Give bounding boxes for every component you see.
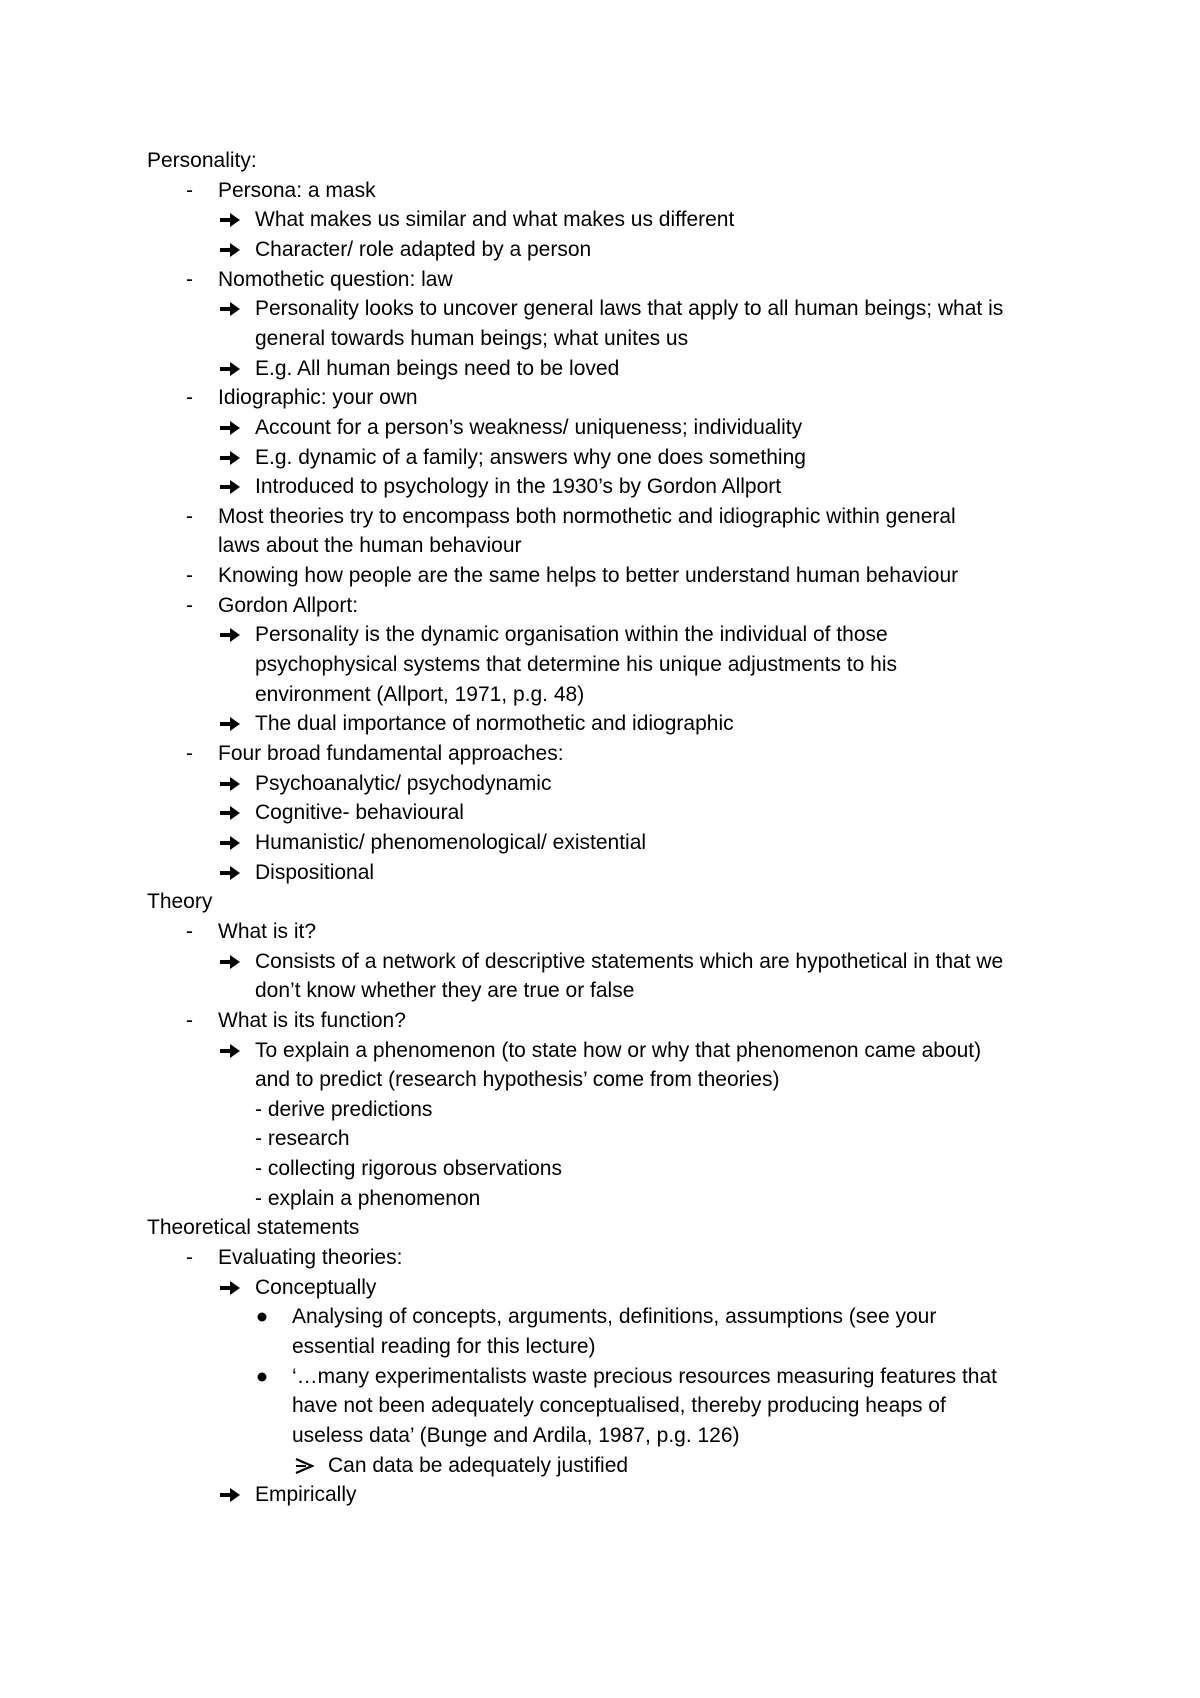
arrow-right-icon — [219, 205, 241, 228]
line-text: To explain a phenomenon (to state how or why that phenomenon came about) — [255, 1038, 982, 1062]
bullet-dot-icon — [257, 1362, 267, 1382]
arrow-right-icon — [219, 858, 241, 881]
line-text: Most theories try to encompass both normothetic and idiographic within general — [218, 504, 956, 528]
line-text: Personality is the dynamic organisation within the individual of those — [255, 623, 888, 647]
line-text: What is its function? — [218, 1008, 406, 1032]
line-text: general towards human beings; what unites us — [255, 326, 689, 350]
line-text: Idiographic: your own — [218, 386, 418, 410]
line-text: Knowing how people are the same helps to better understand human behaviour — [218, 564, 959, 588]
arrow-right-icon — [219, 443, 241, 466]
line-text: Four broad fundamental approaches: — [218, 742, 564, 765]
arrow-right-icon — [219, 294, 241, 317]
dash-bullet: - — [186, 742, 193, 765]
line-text: - explain a phenomenon — [255, 1186, 481, 1210]
dash-bullet: - — [186, 178, 193, 202]
line-text: E.g. dynamic of a family; answers why one does something — [255, 445, 806, 469]
dash-bullet: - — [186, 386, 193, 410]
line-text: Psychoanalytic/ psychodynamic — [255, 771, 552, 795]
arrow-right-icon — [219, 947, 241, 970]
dash-bullet: - — [186, 504, 193, 528]
line-text: Introduced to psychology in the 1930’s by Gordon Allport — [255, 475, 782, 499]
arrow-right-icon — [219, 709, 241, 732]
line-text: ‘…many experimentalists waste precious resources measuring features that — [292, 1364, 997, 1388]
line-text: useless data’ (Bunge and Ardila, 1987, p.g. 126) — [292, 1423, 740, 1447]
line-text: Analysing of concepts, arguments, definitions, assumptions (see your — [292, 1305, 937, 1329]
line-text: Gordon Allport: — [218, 593, 359, 617]
section-heading: Personality: — [147, 149, 257, 172]
line-text: Consists of a network of descriptive statements which are hypothetical in that we — [255, 949, 1004, 973]
bullet-dot-icon — [257, 1302, 267, 1322]
line-text: Empirically — [255, 1483, 357, 1507]
line-text: environment (Allport, 1971, p.g. 48) — [255, 682, 585, 706]
arrow-right-icon — [219, 1480, 241, 1503]
line-text: Can data be adequately justified — [328, 1453, 629, 1477]
arrow-right-icon — [219, 1273, 241, 1296]
arrow-right-icon — [219, 472, 241, 495]
line-text: Account for a person’s weakness/ uniqueness; individuality — [255, 415, 803, 439]
arrow-right-icon — [219, 769, 241, 792]
line-text: Nomothetic question: law — [218, 267, 453, 291]
line-text: have not been adequately conceptualised, thereby producing heaps of — [292, 1394, 946, 1418]
line-text: - research — [255, 1127, 350, 1151]
line-text: Personality looks to uncover general laws that apply to all human beings; what is — [255, 297, 1004, 321]
line-text: - derive predictions — [255, 1097, 433, 1121]
arrow-right-icon — [219, 1036, 241, 1059]
line-text: - collecting rigorous observations — [255, 1157, 562, 1181]
line-text: Evaluating theories: — [218, 1246, 403, 1270]
line-text: Dispositional — [255, 860, 375, 884]
line-text: The dual importance of normothetic and idiographic — [255, 712, 734, 736]
line-text: Cognitive- behavioural — [255, 801, 464, 825]
arrow-right-icon — [219, 620, 241, 643]
dash-bullet: - — [186, 593, 193, 617]
section-heading: Theory — [147, 890, 213, 914]
line-text: psychophysical systems that determine his unique adjustments to his — [255, 653, 897, 677]
arrow-right-icon — [219, 354, 241, 377]
line-text: Conceptually — [255, 1275, 377, 1299]
line-text: and to predict (research hypothesis’ come from theories) — [255, 1068, 780, 1092]
line-text: laws about the human behaviour — [218, 534, 522, 558]
dash-bullet: - — [186, 919, 193, 943]
line-text: Character/ role adapted by a person — [255, 237, 592, 261]
line-text: don’t know whether they are true or false — [255, 979, 635, 1003]
line-text: Humanistic/ phenomenological/ existential — [255, 830, 647, 854]
line-text: E.g. All human beings need to be loved — [255, 356, 620, 380]
dash-bullet: - — [186, 564, 193, 588]
line-text: essential reading for this lecture) — [292, 1335, 596, 1358]
dash-bullet: - — [186, 1246, 193, 1270]
section-heading: Theoretical statements — [147, 1216, 360, 1240]
arrow-right-icon — [219, 828, 241, 851]
arrow-right-icon — [219, 798, 241, 821]
arrow-right-icon — [219, 413, 241, 436]
line-text: What makes us similar and what makes us different — [255, 208, 735, 232]
line-text: Persona: a mask — [218, 178, 376, 202]
dash-bullet: - — [186, 267, 193, 291]
arrow-right-icon — [219, 235, 241, 258]
dash-bullet: - — [186, 1008, 193, 1032]
line-text: What is it? — [218, 919, 317, 943]
chevron-arrow-icon — [294, 1451, 314, 1474]
